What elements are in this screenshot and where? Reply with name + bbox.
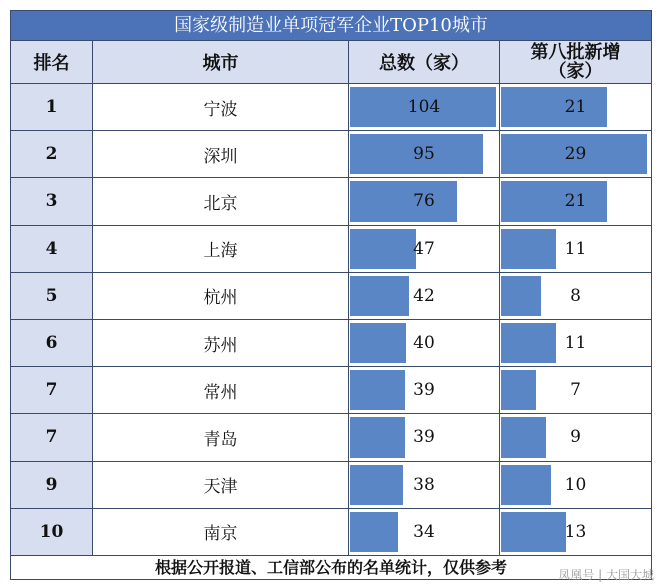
rank-cell: 7 (11, 414, 93, 461)
table-footnote: 根据公开报道、工信部公布的名单统计，仅供参考 (154, 558, 507, 577)
city-cell: 北京 (93, 178, 349, 225)
total-value: 76 (413, 191, 435, 212)
new-cell (500, 414, 651, 461)
rank-cell: 5 (11, 273, 93, 320)
new-value: 11 (564, 333, 587, 354)
new-cell (500, 178, 651, 225)
total-cell (349, 414, 500, 461)
rank-cell: 6 (11, 320, 93, 367)
total-value: 42 (413, 285, 435, 306)
total-cell (349, 320, 500, 367)
total-value: 40 (413, 333, 435, 354)
total-cell (349, 226, 500, 273)
total-cell (349, 178, 500, 225)
new-cell (500, 84, 651, 131)
total-cell (349, 84, 500, 131)
rank-cell: 10 (11, 509, 93, 556)
new-value: 21 (564, 97, 587, 118)
total-cell (349, 131, 500, 178)
rank-cell: 4 (11, 226, 93, 273)
watermark: 凤凰号 | 大国大城 (558, 568, 654, 582)
header-city: 城市 (93, 41, 349, 84)
new-value: 7 (570, 380, 581, 401)
new-cell (500, 320, 651, 367)
new-cell (500, 226, 651, 273)
total-value: 47 (413, 238, 435, 259)
new-cell (500, 273, 651, 320)
total-value: 104 (407, 97, 441, 118)
city-cell: 苏州 (93, 320, 349, 367)
rank-cell: 2 (11, 131, 93, 178)
total-cell (349, 509, 500, 556)
header-total: 总数（家） (349, 41, 500, 84)
header-new (500, 41, 651, 84)
new-value: 9 (570, 427, 581, 448)
total-cell (349, 273, 500, 320)
rank-cell: 1 (11, 84, 93, 131)
header-rank: 排名 (11, 41, 93, 84)
total-value: 39 (413, 380, 435, 401)
city-cell: 南京 (93, 509, 349, 556)
new-value: 8 (570, 285, 581, 306)
total-cell (349, 462, 500, 509)
city-cell: 天津 (93, 462, 349, 509)
rank-cell: 3 (11, 178, 93, 225)
rank-cell: 9 (11, 462, 93, 509)
total-value: 38 (413, 474, 435, 495)
new-cell (500, 367, 651, 414)
header-new-line2: （家） (548, 61, 603, 82)
new-cell (500, 462, 651, 509)
total-value: 95 (413, 144, 435, 165)
total-value: 34 (413, 521, 435, 542)
total-cell (349, 367, 500, 414)
city-cell: 深圳 (93, 131, 349, 178)
city-cell: 上海 (93, 226, 349, 273)
header-new-line1: 第八批新增 (530, 42, 621, 63)
city-cell: 常州 (93, 367, 349, 414)
new-value: 11 (564, 238, 587, 259)
rank-cell: 7 (11, 367, 93, 414)
new-value: 13 (564, 521, 587, 542)
new-value: 10 (564, 474, 587, 495)
total-value: 39 (413, 427, 435, 448)
table-title: 国家级制造业单项冠军企业TOP10城市 (11, 11, 651, 41)
city-cell: 杭州 (93, 273, 349, 320)
new-value: 21 (564, 191, 587, 212)
new-cell (500, 131, 651, 178)
new-value: 29 (564, 144, 587, 165)
city-cell: 宁波 (93, 84, 349, 131)
city-cell: 青岛 (93, 414, 349, 461)
city-ranking-table (10, 10, 652, 580)
new-cell (500, 509, 651, 556)
